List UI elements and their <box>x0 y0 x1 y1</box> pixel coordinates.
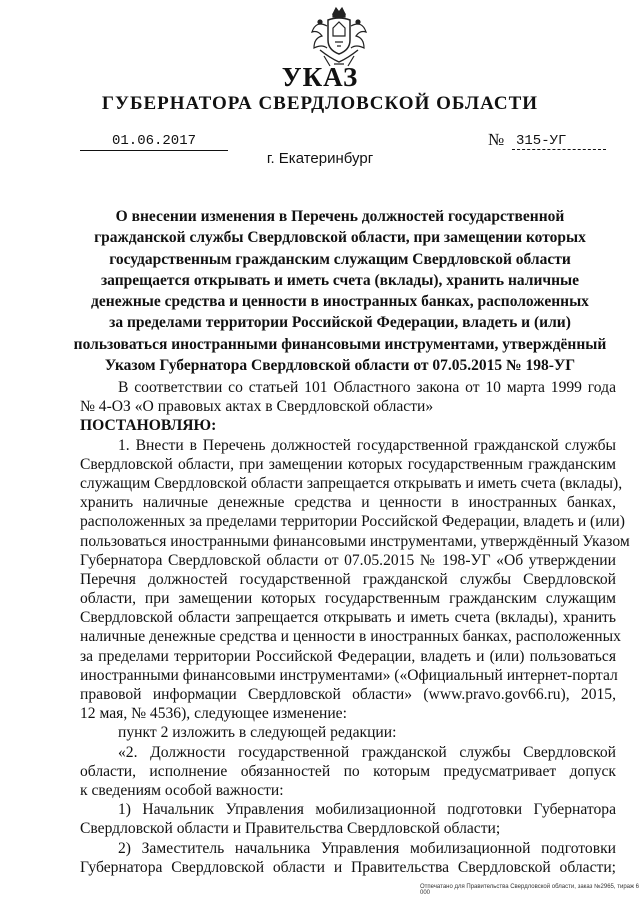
heading-line: О внесении изменения в Перечень должностей государственной <box>115 208 565 225</box>
body-line: области, при замещении которых государственным гражданским служащим <box>80 590 616 608</box>
body-line: правовой информации Свердловской области» (www.pravo.gov66.ru), 2015, <box>80 686 616 703</box>
body-line: 1) Начальник Управления мобилизационной подготовки Губернатора <box>118 801 616 819</box>
heading-line: денежные средства и ценности в иностранных банках, расположенных <box>91 293 589 311</box>
body-line: Свердловской области, при замещении которых государственным гражданским <box>80 455 616 473</box>
body-line: к сведениям особой важности: <box>80 781 284 799</box>
body-line: Губернатора Свердловской области от 07.05.2015 № 198-УГ «Об утверждении <box>80 551 616 569</box>
heading-line: гражданской службы Свердловской области, при замещении которых <box>94 229 586 247</box>
body-line: В соответствии со статьей 101 Областного закона от 10 марта 1999 года <box>118 379 616 396</box>
document-date: 01.06.2017 <box>80 133 228 151</box>
document-type-title: УКАЗ <box>281 62 359 92</box>
body-line: служащим Свердловской области запрещается открывать и иметь счета (вклады), <box>80 474 623 492</box>
body-line: хранить наличные денежные средства и ценности в иностранных банках, <box>80 494 616 512</box>
body-line: Губернатора Свердловской области и Правительства Свердловской области; <box>80 858 616 876</box>
body-line: Перечня должностей государственной гражданской службы Свердловской <box>80 570 616 588</box>
document-body <box>80 378 630 877</box>
heading-line: запрещается открывать и иметь счета (вклады), хранить наличные <box>100 271 580 289</box>
body-line: 1. Внести в Перечень должностей государственной гражданской службы <box>118 436 616 454</box>
body-line: за пределами территории Российской Федерации, владеть и (или) пользоваться <box>80 647 616 665</box>
heading-line: Указом Губернатора Свердловской области от 07.05.2015 № 198-УГ <box>104 357 576 375</box>
body-line: № 4-ОЗ «О правовых актах в Свердловской области» <box>80 398 434 416</box>
body-line: пункт 2 изложить в следующей редакции: <box>118 724 397 742</box>
body-line: наличные денежные средства и ценности в иностранных банках, расположенных <box>80 628 621 646</box>
coat-of-arms-emblem <box>300 6 378 70</box>
city: г. Екатеринбург <box>266 150 374 167</box>
document-heading <box>40 206 640 376</box>
document-number: 315-УГ <box>512 133 606 150</box>
body-line: Свердловской области и Правительства Свердловской области; <box>80 820 501 838</box>
body-line: «2. Должности государственной гражданской службы Свердловской <box>118 743 616 761</box>
body-line: 2) Заместитель начальника Управления мобилизационной подготовки <box>118 839 616 857</box>
issuer-title: ГУБЕРНАТОРА СВЕРДЛОВСКОЙ ОБЛАСТИ <box>101 93 539 114</box>
print-footer: Отпечатано для Правительства Свердловской области, заказ №2965, тираж 6 000 <box>420 884 640 896</box>
heading-line: за пределами территории Российской Федерации, владеть и (или) <box>109 314 571 332</box>
resolution-word: ПОСТАНОВЛЯЮ: <box>80 417 217 435</box>
number-label: № <box>488 130 505 149</box>
body-line: расположенных за пределами территории Российской Федерации, владеть и (или) <box>80 513 625 531</box>
body-line: 12 мая, № 4536), следующее изменение: <box>80 705 347 723</box>
body-line: иностранными финансовыми инструментами» («Официальный интернет-портал <box>80 666 618 684</box>
body-line: пользоваться иностранными финансовыми инструментами, утверждённый Указом <box>80 532 630 550</box>
heading-line: государственным гражданским служащим Свердловской области <box>109 250 571 268</box>
body-line: Свердловской области запрещается открывать и иметь счета (вклады), хранить <box>80 609 616 627</box>
body-line: области, исполнение обязанностей по которым предусматривает допуск <box>80 762 616 780</box>
heading-line: пользоваться иностранными финансовыми инструментами, утверждённый <box>73 335 607 353</box>
